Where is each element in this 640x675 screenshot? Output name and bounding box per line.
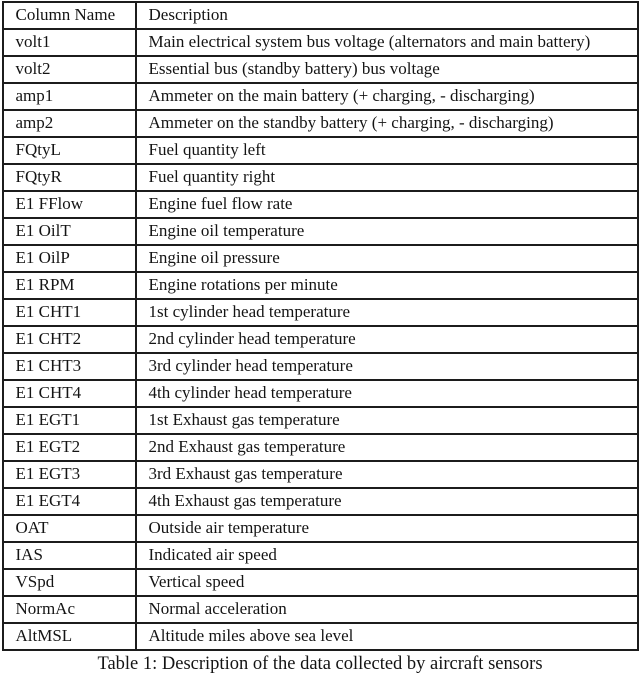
cell-column-name: E1 RPM	[3, 272, 136, 299]
cell-column-name: IAS	[3, 542, 136, 569]
cell-description: 1st cylinder head temperature	[136, 299, 638, 326]
cell-column-name: E1 FFlow	[3, 191, 136, 218]
table-row	[3, 164, 638, 191]
table-row	[3, 380, 638, 407]
cell-description: Normal acceleration	[136, 596, 638, 623]
cell-column-name: VSpd	[3, 569, 136, 596]
cell-description: Fuel quantity right	[136, 164, 638, 191]
cell-column-name: E1 CHT3	[3, 353, 136, 380]
cell-description: 3rd Exhaust gas temperature	[136, 461, 638, 488]
table-row	[3, 272, 638, 299]
cell-column-name: AltMSL	[3, 623, 136, 650]
table-caption: Table 1: Description of the data collected by aircraft sensors	[97, 654, 543, 674]
cell-description: 2nd Exhaust gas temperature	[136, 434, 638, 461]
cell-column-name: E1 OilP	[3, 245, 136, 272]
table-row	[3, 110, 638, 137]
table-row	[3, 434, 638, 461]
table-row	[3, 218, 638, 245]
table-row	[3, 461, 638, 488]
table-row	[3, 326, 638, 353]
cell-column-name: OAT	[3, 515, 136, 542]
cell-column-name: E1 CHT2	[3, 326, 136, 353]
column-header-name: Column Name	[3, 2, 136, 29]
cell-description: Fuel quantity left	[136, 137, 638, 164]
table-row	[3, 569, 638, 596]
cell-description: 4th Exhaust gas temperature	[136, 488, 638, 515]
table-row	[3, 407, 638, 434]
table-row	[3, 515, 638, 542]
table-row	[3, 191, 638, 218]
table-row	[3, 29, 638, 56]
table-row	[3, 488, 638, 515]
cell-description: Engine oil temperature	[136, 218, 638, 245]
cell-description: Main electrical system bus voltage (alternators and main battery)	[136, 29, 638, 56]
cell-description: Engine oil pressure	[136, 245, 638, 272]
cell-column-name: E1 CHT4	[3, 380, 136, 407]
table-row	[3, 245, 638, 272]
table-header	[3, 2, 638, 29]
table-body	[3, 29, 638, 650]
cell-column-name: FQtyR	[3, 164, 136, 191]
cell-column-name: E1 OilT	[3, 218, 136, 245]
cell-description: Engine rotations per minute	[136, 272, 638, 299]
table-row	[3, 542, 638, 569]
cell-description: Ammeter on the standby battery (+ charging, - discharging)	[136, 110, 638, 137]
table-row	[3, 299, 638, 326]
cell-description: Ammeter on the main battery (+ charging, - discharging)	[136, 83, 638, 110]
cell-description: Outside air temperature	[136, 515, 638, 542]
cell-description: Altitude miles above sea level	[136, 623, 638, 650]
cell-column-name: E1 EGT1	[3, 407, 136, 434]
cell-column-name: volt1	[3, 29, 136, 56]
cell-column-name: NormAc	[3, 596, 136, 623]
cell-column-name: volt2	[3, 56, 136, 83]
table-row	[3, 353, 638, 380]
cell-description: Essential bus (standby battery) bus voltage	[136, 56, 638, 83]
table-row	[3, 137, 638, 164]
header-row	[3, 2, 638, 29]
cell-description: 4th cylinder head temperature	[136, 380, 638, 407]
cell-column-name: E1 EGT2	[3, 434, 136, 461]
cell-description: 1st Exhaust gas temperature	[136, 407, 638, 434]
cell-description: 3rd cylinder head temperature	[136, 353, 638, 380]
sensor-data-table	[2, 1, 639, 651]
cell-column-name: FQtyL	[3, 137, 136, 164]
cell-description: Indicated air speed	[136, 542, 638, 569]
table-row	[3, 56, 638, 83]
cell-column-name: E1 EGT3	[3, 461, 136, 488]
cell-description: 2nd cylinder head temperature	[136, 326, 638, 353]
column-header-description: Description	[136, 2, 638, 29]
table-row	[3, 596, 638, 623]
cell-column-name: E1 CHT1	[3, 299, 136, 326]
cell-column-name: amp1	[3, 83, 136, 110]
table-row	[3, 83, 638, 110]
cell-description: Engine fuel flow rate	[136, 191, 638, 218]
cell-description: Vertical speed	[136, 569, 638, 596]
cell-column-name: E1 EGT4	[3, 488, 136, 515]
table-row	[3, 623, 638, 650]
cell-column-name: amp2	[3, 110, 136, 137]
